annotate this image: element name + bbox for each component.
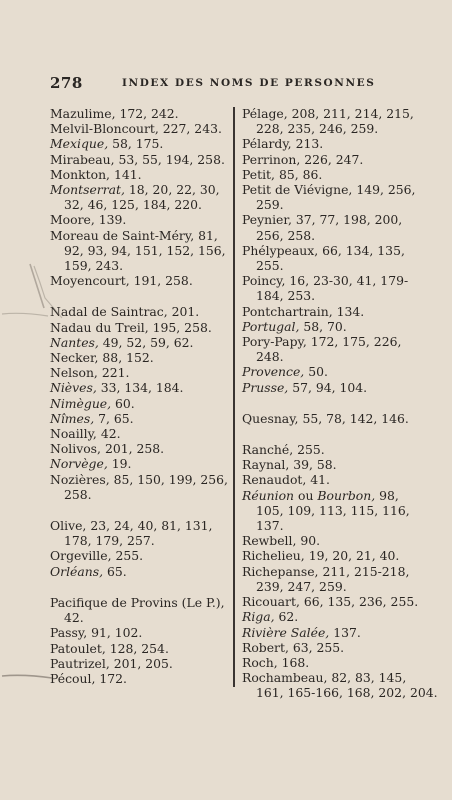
entry-page-refs: 81, xyxy=(198,227,218,243)
entry-page-refs: 221. xyxy=(101,365,130,381)
entry-page-refs: 41. xyxy=(310,472,330,488)
entry-page-refs-continued: 137. xyxy=(256,518,284,534)
index-entry xyxy=(242,243,420,273)
entry-name: Réunion xyxy=(242,487,295,503)
index-entry xyxy=(50,365,226,380)
entry-page-refs: 172, 242. xyxy=(119,106,179,121)
index-entry xyxy=(242,364,420,379)
entry-name: Ricouart, xyxy=(242,594,300,610)
index-entry xyxy=(242,334,420,364)
entry-name: Quesnay, xyxy=(242,410,299,426)
entry-page-refs: 90. xyxy=(300,533,321,549)
entry-name: Portugal, xyxy=(242,318,300,334)
entry-page-refs: 255. xyxy=(297,442,325,458)
entry-page-refs-continued: 258. xyxy=(64,486,92,502)
entry-page-refs: 213. xyxy=(295,136,324,152)
entry-page-refs: 49, 52, 59, 62. xyxy=(102,334,194,350)
index-entry xyxy=(242,670,438,701)
index-entry xyxy=(50,595,226,625)
index-entry xyxy=(50,182,226,212)
index-entry xyxy=(242,609,420,624)
index-entry xyxy=(242,442,420,457)
entry-name: Necker, xyxy=(50,350,99,366)
entry-page-refs: 62. xyxy=(278,609,299,625)
entry-name: Rochambeau, xyxy=(242,670,328,686)
entry-page-refs: 85, 86. xyxy=(278,166,323,182)
section-gap xyxy=(50,579,226,595)
entry-name: Nadau du Treil, xyxy=(50,319,149,335)
entry-page-refs: 137. xyxy=(333,624,361,640)
entry-name: Raynal, xyxy=(242,457,290,473)
entry-page-refs: 91, 102. xyxy=(91,625,143,641)
entry-name: Peynier, xyxy=(242,212,292,228)
entry-name: Perrinon, xyxy=(242,151,301,167)
entry-page-refs: 85, 150, 199, 256, xyxy=(113,471,228,487)
entry-name: Petit de Viévigne, xyxy=(242,182,353,198)
entry-page-refs-continued: 42. xyxy=(64,610,84,626)
entry-name: Nozières, xyxy=(50,471,110,487)
index-entry xyxy=(50,273,226,288)
index-entry xyxy=(50,671,226,686)
entry-page-refs: 149, 256, xyxy=(356,182,416,198)
entry-page-refs-continued: 255. xyxy=(256,258,284,274)
index-entry xyxy=(242,304,420,319)
index-entry xyxy=(242,106,420,136)
index-entry xyxy=(50,441,226,456)
entry-name: Moyencourt, xyxy=(50,273,130,289)
index-entry xyxy=(242,273,420,303)
index-entry xyxy=(242,564,420,594)
index-entry xyxy=(50,426,226,441)
entry-name: Prusse, xyxy=(242,379,289,395)
index-entry xyxy=(242,411,420,426)
index-entry xyxy=(242,640,420,655)
entry-page-refs: 201, 258. xyxy=(104,441,165,457)
entry-name: Nantes, xyxy=(50,334,99,350)
entry-name: Provence, xyxy=(242,364,305,380)
entry-page-refs-continued: 159, 243. xyxy=(64,258,124,274)
entry-name: Phélypeaux, xyxy=(242,242,319,258)
entry-page-refs: 208, 211, 214, 215, xyxy=(291,106,414,121)
entry-name-alt: Bourbon, xyxy=(317,487,376,503)
entry-name: Monkton, xyxy=(50,166,110,182)
entry-name: Moore, xyxy=(50,212,95,228)
entry-name: Poincy, xyxy=(242,273,286,289)
entry-page-refs-continued: 105, 109, 113, 115, 116, xyxy=(256,502,410,518)
entry-page-refs: 139. xyxy=(98,212,127,228)
index-entry xyxy=(242,594,420,609)
index-entry xyxy=(50,228,226,274)
index-entry xyxy=(242,380,420,395)
index-entry xyxy=(50,136,226,151)
entry-page-refs: 60. xyxy=(115,395,135,411)
entry-page-refs: 201. xyxy=(171,304,200,320)
index-entry xyxy=(242,472,420,487)
entry-name: Ranché, xyxy=(242,442,294,458)
index-entry xyxy=(50,212,226,227)
entry-name: Pory-Papy, xyxy=(242,334,307,350)
index-entry xyxy=(242,548,420,563)
entry-page-refs-continued: 32, 46, 125, 184, 220. xyxy=(64,197,202,213)
entry-page-refs: 57, 94, 104. xyxy=(292,379,368,395)
index-entry xyxy=(242,167,420,182)
index-entry xyxy=(50,350,226,365)
entry-page-refs: 211, 215-218, xyxy=(322,563,410,579)
entry-page-refs: 37, 77, 198, 200, xyxy=(295,212,403,228)
entry-page-refs: 134. xyxy=(336,303,365,319)
entry-name: Petit, xyxy=(242,166,275,182)
entry-page-refs: 172. xyxy=(99,670,127,686)
entry-name: Nolivos, xyxy=(50,441,101,457)
entry-name: Moreau de Saint-Méry, xyxy=(50,227,195,243)
index-entry xyxy=(50,106,226,121)
index-entry xyxy=(50,152,226,167)
entry-page-refs: 16, 23-30, 41, 179- xyxy=(289,273,409,289)
index-entry xyxy=(242,319,420,334)
entry-page-refs: 39, 58. xyxy=(293,457,337,473)
index-entry xyxy=(242,152,420,167)
entry-name: Nimègue, xyxy=(50,395,112,411)
index-column-right xyxy=(242,106,438,701)
index-entry xyxy=(50,564,226,579)
entry-page-refs-continued: 92, 93, 94, 151, 152, 156, xyxy=(64,242,226,258)
entry-name: Robert, xyxy=(242,639,289,655)
entry-page-refs: 201, 205. xyxy=(113,655,173,671)
index-entry xyxy=(242,655,420,670)
entry-page-refs: 19. xyxy=(111,456,132,472)
index-column-left xyxy=(50,106,226,686)
index-entry xyxy=(50,396,226,411)
entry-name: Pélardy, xyxy=(242,136,292,152)
entry-page-refs: 82, 83, 145, xyxy=(331,670,407,686)
entry-name: Mexique, xyxy=(50,136,109,152)
entry-page-refs: 63, 255. xyxy=(292,639,345,655)
running-title: INDEX DES NOMS DE PERSONNES xyxy=(122,77,376,89)
page-header xyxy=(0,74,452,94)
entry-page-refs: 33, 134, 184. xyxy=(100,380,184,396)
entry-name: Melvil-Bloncourt, xyxy=(50,121,159,137)
entry-name: Mirabeau, xyxy=(50,151,115,167)
index-entry xyxy=(50,548,226,563)
entry-page-refs: 168. xyxy=(281,654,310,670)
entry-page-refs: 128, 254. xyxy=(109,640,169,656)
entry-name: Roch, xyxy=(242,654,278,670)
entry-name: Nîmes, xyxy=(50,410,95,426)
entry-connector: ou xyxy=(297,487,314,503)
index-entry xyxy=(50,304,226,319)
column-divider xyxy=(233,107,235,687)
entry-page-refs-continued: 184, 253. xyxy=(256,288,316,304)
entry-name: Patoulet, xyxy=(50,640,106,656)
entry-page-refs: 195, 258. xyxy=(152,319,212,335)
entry-name: Pélage, xyxy=(242,106,288,121)
entry-name: Pécoul, xyxy=(50,670,96,686)
entry-page-refs-continued: 259. xyxy=(256,197,284,213)
entry-name: Richelieu, xyxy=(242,548,305,564)
index-entry xyxy=(50,167,226,182)
entry-page-refs: 66, 135, 236, 255. xyxy=(303,594,419,610)
entry-page-refs: 18, 20, 22, 30, xyxy=(128,182,220,198)
entry-name: Norvège, xyxy=(50,456,108,472)
entry-page-refs: 23, 24, 40, 81, 131, xyxy=(90,518,213,534)
entry-page-refs: 98, xyxy=(379,487,399,503)
entry-name: Nièves, xyxy=(50,380,97,396)
entry-page-refs: 141. xyxy=(113,166,142,182)
index-entry xyxy=(50,320,226,335)
index-entry xyxy=(242,625,420,640)
entry-page-refs: 42. xyxy=(100,426,121,442)
entry-name: Rewbell, xyxy=(242,533,297,549)
section-gap xyxy=(242,395,420,411)
index-entry xyxy=(50,472,226,502)
entry-name: Montserrat, xyxy=(50,182,125,198)
entry-page-refs: 172, 175, 226, xyxy=(310,334,402,350)
index-entry xyxy=(242,533,420,548)
entry-page-refs: 226, 247. xyxy=(304,151,364,167)
entry-page-refs: 19, 20, 21, 40. xyxy=(308,548,400,564)
entry-name: Passy, xyxy=(50,625,88,641)
entry-page-refs: 58, 70. xyxy=(303,318,347,334)
entry-name: Pacifique de Provins (Le P.), xyxy=(50,594,225,610)
index-entry xyxy=(242,488,420,534)
entry-page-refs-continued: 256, 258. xyxy=(256,227,316,243)
index-entry xyxy=(50,625,226,640)
entry-page-refs: 55, 78, 142, 146. xyxy=(302,410,409,426)
section-gap xyxy=(50,288,226,304)
entry-page-refs: 7, 65. xyxy=(98,410,134,426)
index-entry xyxy=(50,411,226,426)
entry-name: Nelson, xyxy=(50,365,98,381)
page-number: 278 xyxy=(50,74,83,92)
entry-page-refs-continued: 178, 179, 257. xyxy=(64,533,155,549)
entry-page-refs-continued: 239, 247, 259. xyxy=(256,578,347,594)
index-entry xyxy=(50,518,226,548)
entry-name: Rivière Salée, xyxy=(242,624,330,640)
entry-page-refs-continued: 161, 165-166, 168, 202, 204. xyxy=(256,685,438,701)
index-entry xyxy=(50,456,226,471)
entry-page-refs-continued: 228, 235, 246, 259. xyxy=(256,121,379,137)
index-entry xyxy=(242,457,420,472)
index-entry xyxy=(50,656,226,671)
entry-page-refs: 255. xyxy=(115,548,144,564)
entry-page-refs: 191, 258. xyxy=(133,273,193,289)
entry-page-refs: 227, 243. xyxy=(162,121,222,137)
index-entry xyxy=(50,335,226,350)
entry-name: Richepanse, xyxy=(242,563,319,579)
entry-page-refs-continued: 248. xyxy=(256,349,284,365)
index-entry xyxy=(242,212,420,242)
entry-page-refs: 53, 55, 194, 258. xyxy=(118,151,225,167)
index-entry xyxy=(50,380,226,395)
entry-name: Mazulime, xyxy=(50,106,116,121)
entry-name: Noailly, xyxy=(50,426,97,442)
entry-name: Orléans, xyxy=(50,563,104,579)
entry-page-refs: 65. xyxy=(107,563,127,579)
index-entry xyxy=(50,121,226,136)
entry-name: Orgeville, xyxy=(50,548,112,564)
entry-name: Renaudot, xyxy=(242,472,307,488)
entry-name: Nadal de Saintrac, xyxy=(50,304,168,320)
entry-page-refs: 50. xyxy=(308,364,328,380)
entry-page-refs: 66, 134, 135, xyxy=(322,242,405,258)
entry-page-refs: 58, 175. xyxy=(112,136,164,152)
entry-name: Olive, xyxy=(50,518,87,534)
section-gap xyxy=(50,502,226,518)
entry-name: Pautrizel, xyxy=(50,655,110,671)
index-entry xyxy=(242,182,420,212)
entry-name: Pontchartrain, xyxy=(242,303,333,319)
entry-page-refs: 88, 152. xyxy=(102,350,154,366)
index-entry xyxy=(50,641,226,656)
entry-name: Riga, xyxy=(242,609,275,625)
index-entry xyxy=(242,136,420,151)
section-gap xyxy=(242,426,420,442)
